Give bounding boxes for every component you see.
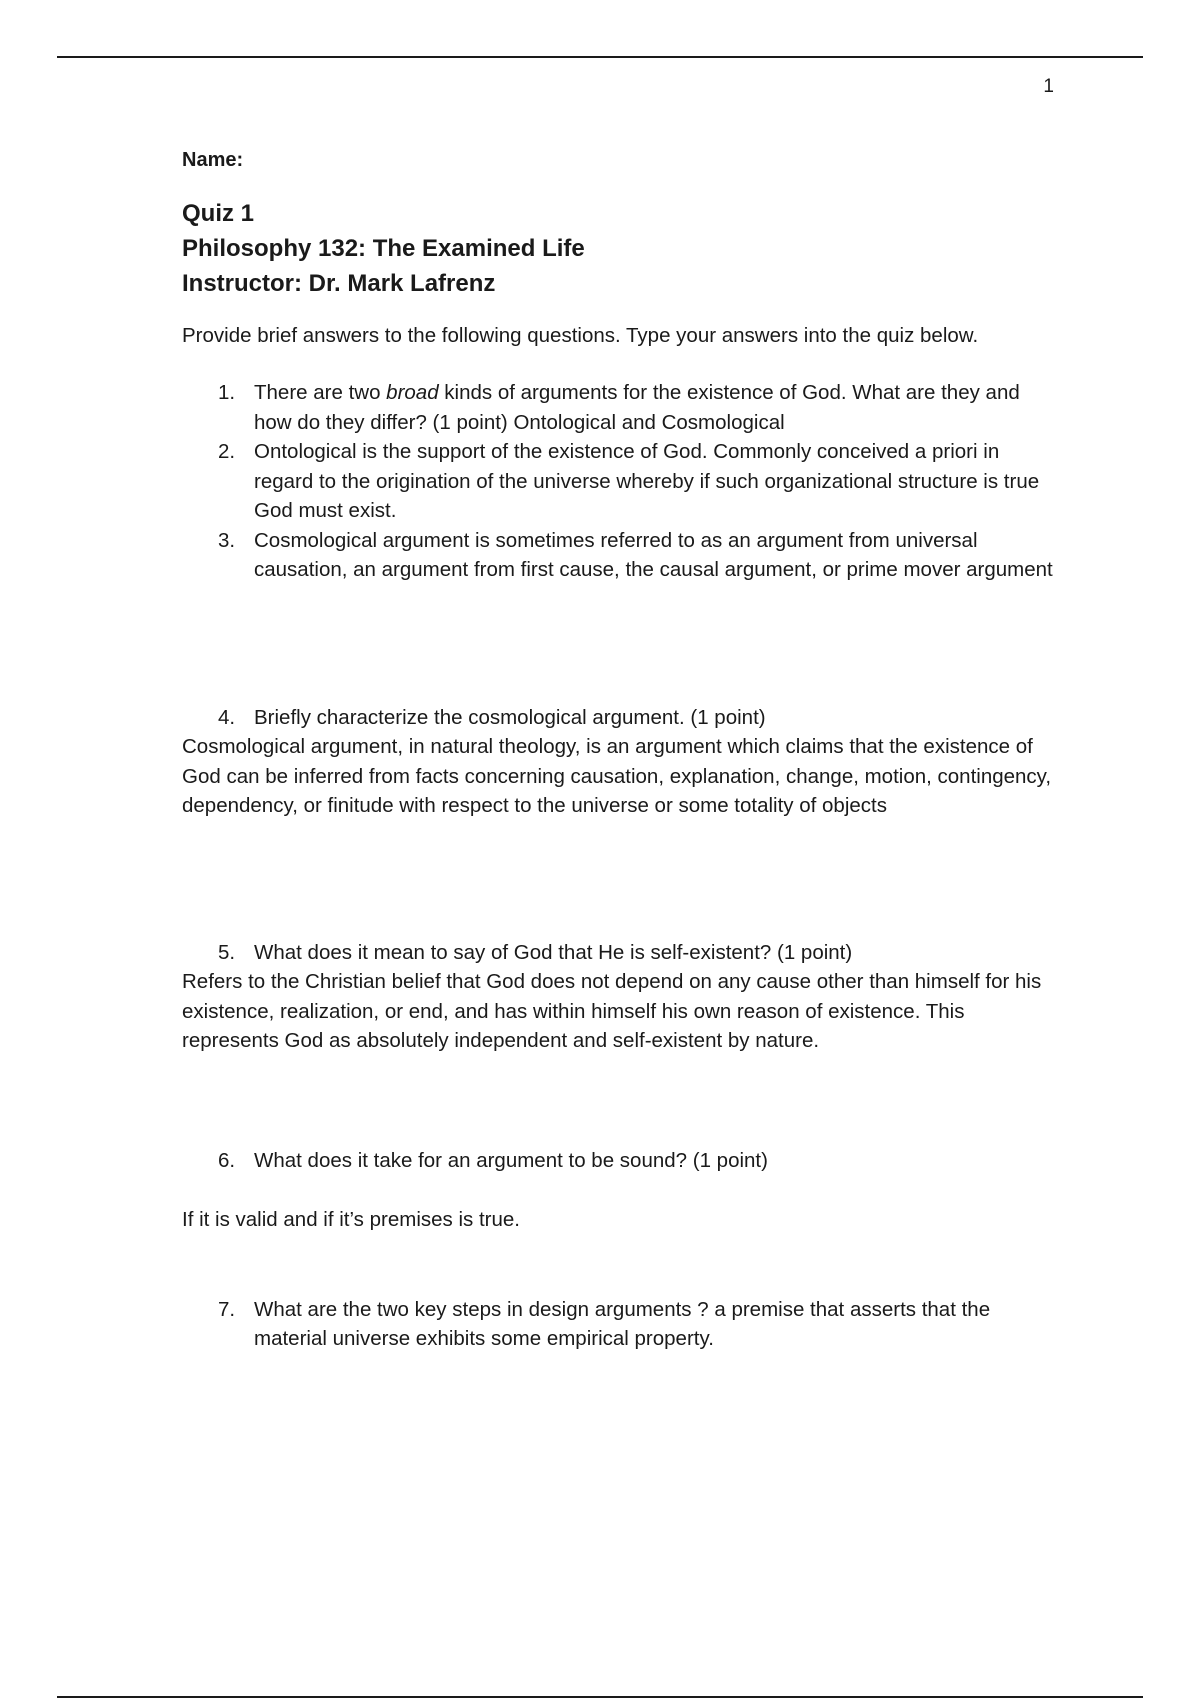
instructions: Provide brief answers to the following questions. Type your answers into the quiz below. <box>182 323 979 347</box>
document-body <box>182 146 1062 1354</box>
item-number: 3. <box>218 528 236 552</box>
list-item <box>182 1295 1062 1354</box>
question-text: Briefly characterize the cosmological argument. (1 point) <box>254 705 766 729</box>
name-label: Name: <box>182 149 244 171</box>
quiz-heading <box>182 196 1062 301</box>
question-list <box>182 938 1062 968</box>
item-text: Ontological is the support of the existence of God. Commonly conceived a priori in regard to the origination of the universe whereby if such organizational structure is true God must exist. <box>254 440 1040 522</box>
list-item <box>182 938 1062 968</box>
header-rule <box>57 56 1143 58</box>
question-list <box>182 1146 1062 1176</box>
item-text: There are two broad kinds of arguments for the existence of God. What are they and how do they differ? (1 point) Ontological and Cosmological <box>254 381 1020 434</box>
item-number: 6. <box>218 1148 236 1172</box>
list-item <box>182 526 1062 585</box>
item-number: 4. <box>218 705 236 729</box>
item-number: 1. <box>218 381 236 404</box>
question-text: What does it take for an argument to be sound? (1 point) <box>254 1148 768 1172</box>
emphasis-text: broad <box>386 381 439 404</box>
list-item <box>182 378 1062 437</box>
item-number: 2. <box>218 440 236 463</box>
item-number: 7. <box>218 1297 236 1321</box>
answer-text: Refers to the Christian belief that God does not depend on any cause other than himself for his existence, realization, or end, and has within himself his own reason of existence. This represents God as absolutely independent and self-existent by nature. <box>182 970 1042 1052</box>
footer-rule <box>57 1696 1143 1698</box>
course-title: Philosophy 132: The Examined Life <box>182 234 585 262</box>
question-list <box>182 1295 1062 1354</box>
question-text: What are the two key steps in design arguments ? a premise that asserts that the material universe exhibits some empirical property. <box>254 1297 991 1350</box>
question-list <box>182 378 1062 585</box>
list-item <box>182 437 1062 526</box>
page-number: 1 <box>1043 76 1054 97</box>
list-item <box>182 1146 1062 1176</box>
list-item <box>182 703 1062 733</box>
answer-text: Cosmological argument, in natural theology, is an argument which claims that the existence of God can be inferred from facts concerning causation, explanation, change, motion, contingency, dependency, or finitude with respect to the universe or some totality of objects <box>182 735 1052 817</box>
item-text: Cosmological argument is sometimes referred to as an argument from universal causation, an argument from first cause, the causal argument, or prime mover argument <box>254 528 1053 581</box>
answer-text: If it is valid and if it’s premises is true. <box>182 1208 520 1231</box>
item-number: 5. <box>218 940 236 964</box>
question-list <box>182 703 1062 733</box>
quiz-title: Quiz 1 <box>182 199 255 227</box>
instructor-line: Instructor: Dr. Mark Lafrenz <box>182 269 496 297</box>
question-text: What does it mean to say of God that He is self-existent? (1 point) <box>254 940 853 964</box>
